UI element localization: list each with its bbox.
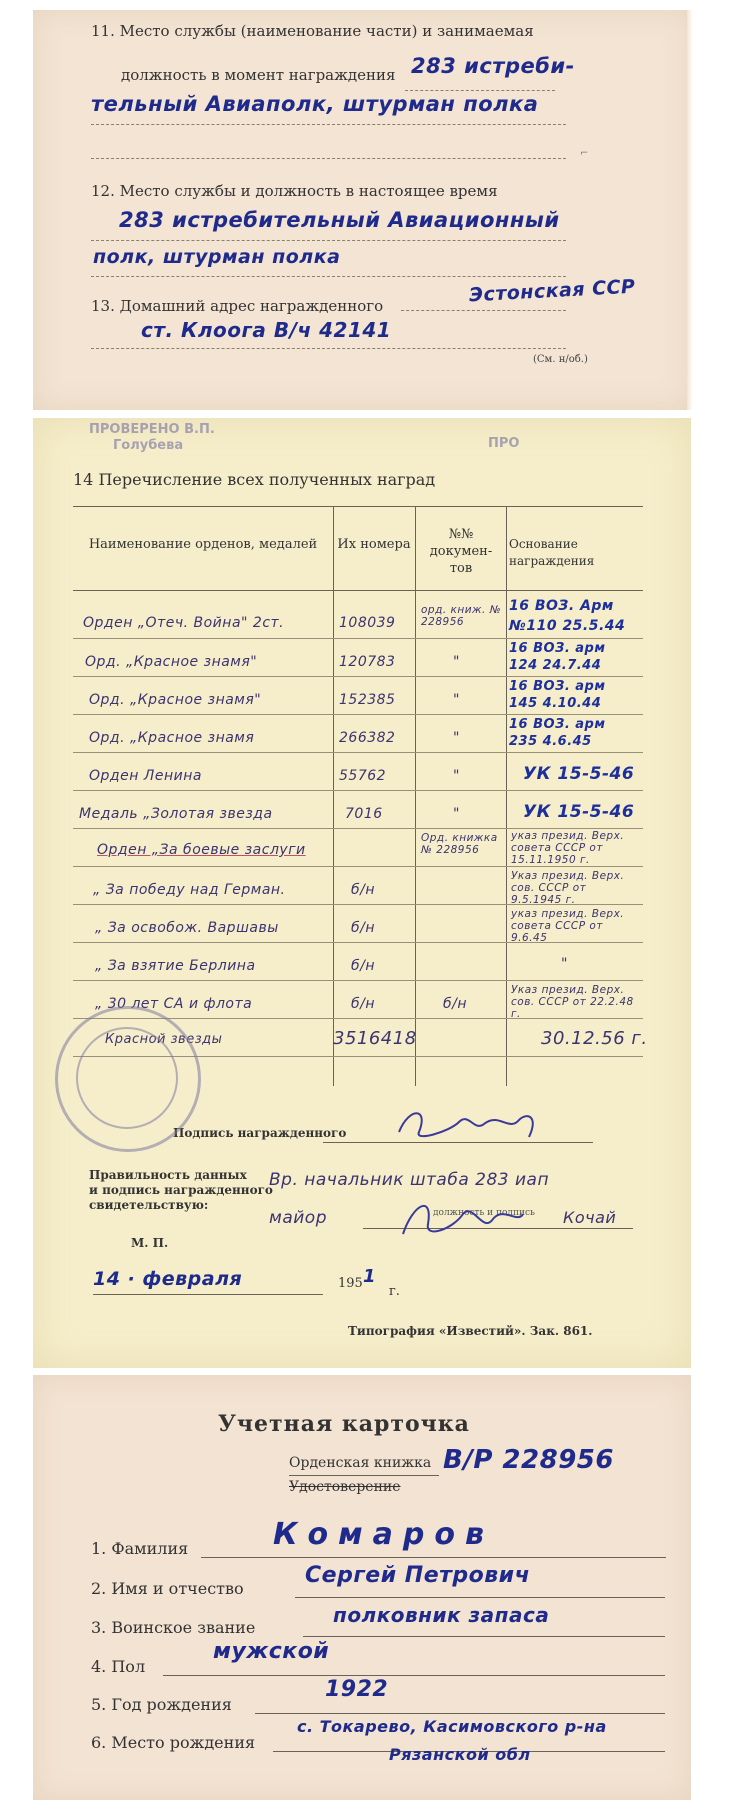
official-seal xyxy=(55,1006,201,1152)
item-13-value-line2: ст. Клоога В/ч 42141 xyxy=(141,318,392,342)
position-caption: должность и подпись xyxy=(433,1208,535,1218)
award-document: " xyxy=(453,730,460,746)
order-book-number: В/Р 228956 xyxy=(443,1445,614,1475)
award-name: Медаль „Золотая звезда xyxy=(79,806,273,822)
item-11-label-line2: должность в момент награждения xyxy=(121,66,396,84)
award-number: 266382 xyxy=(339,730,396,746)
award-name: Орд. „Красное знамя xyxy=(89,730,255,746)
award-number: 152385 xyxy=(339,692,396,708)
signature-label: Подпись награжденного xyxy=(173,1126,347,1140)
verifier-signature xyxy=(393,1194,533,1244)
field-label-name: 2. Имя и отчество xyxy=(91,1579,244,1598)
printer-line: Типография «Известий». Зак. 861. xyxy=(348,1324,593,1338)
award-number: б/н xyxy=(351,958,376,974)
award-document: орд. книж. № 228956 xyxy=(421,604,502,628)
registration-card xyxy=(33,1375,691,1800)
award-name: „ 30 лет СА и флота xyxy=(95,996,253,1012)
verify-label-line1: Правильность данных xyxy=(89,1168,247,1182)
award-basis: 16 ВОЗ. арм 124 24.7.44 xyxy=(509,641,606,673)
award-number: 7016 xyxy=(345,806,383,822)
award-name: „ За победу над Герман. xyxy=(93,882,286,898)
verify-label-line2: и подпись награжденного xyxy=(89,1183,273,1197)
award-name: Орд. „Красное знамя" xyxy=(85,654,258,670)
verifier-name: Кочай xyxy=(563,1208,617,1227)
award-document: " xyxy=(453,806,460,822)
field-value-birthplace-line2: Рязанской обл xyxy=(389,1745,531,1764)
award-number: 108039 xyxy=(339,615,396,631)
award-basis: УК 15-5-46 xyxy=(523,802,635,822)
award-name: Красной звезды xyxy=(105,1032,223,1047)
header-document-number: №№ докумен-тов xyxy=(429,527,493,576)
award-name: „ За освобож. Варшавы xyxy=(95,920,279,936)
header-basis: Основание награждения xyxy=(509,537,595,568)
award-basis: " xyxy=(561,956,568,972)
year-suffix: г. xyxy=(389,1284,400,1299)
award-basis: Указ презид. Верх. сов. СССР от 9.5.1945 г. xyxy=(511,870,625,906)
award-document: " xyxy=(453,692,460,708)
award-number: 120783 xyxy=(339,654,396,670)
field-value-surname: Комаров xyxy=(273,1517,494,1552)
award-document: " xyxy=(453,654,460,670)
verify-label-line3: свидетельствую: xyxy=(89,1198,209,1212)
section-title: 14 Перечисление всех полученных наград xyxy=(73,470,436,489)
item-12-value-line2: полк, штурман полка xyxy=(93,246,341,268)
award-name: „ За взятие Берлина xyxy=(95,958,256,974)
award-basis: Указ презид. Верх. сов. СССР от 22.2.48 г. xyxy=(511,984,634,1020)
stamp-pro: ПРО xyxy=(488,436,520,451)
item-11-value-line2: тельный Авиаполк, штурман полка xyxy=(91,92,539,116)
field-value-birth-year: 1922 xyxy=(325,1677,389,1702)
year-handwritten: 1 xyxy=(363,1266,377,1287)
certificate-label: Удостоверение xyxy=(289,1479,401,1495)
field-label-birth-year: 5. Год рождения xyxy=(91,1695,232,1714)
award-name: Орден „За боевые заслуги xyxy=(97,842,306,858)
award-document: Орд. книжка № 228956 xyxy=(421,832,498,856)
field-value-rank: полковник запаса xyxy=(333,1603,550,1627)
award-basis: УК 15-5-46 xyxy=(523,764,635,784)
award-basis: указ презид. Верх. совета СССР от 9.6.45 xyxy=(511,908,625,944)
award-basis: указ презид. Верх. совета СССР от 15.11.1950 г. xyxy=(511,830,625,866)
award-number: б/н xyxy=(351,920,376,936)
field-label-rank: 3. Воинское звание xyxy=(91,1618,256,1637)
stamp-verified: ПРОВЕРЕНО В.П. xyxy=(89,422,215,437)
sign-date: 14 · февраля xyxy=(93,1268,243,1290)
item-12-value-line1: 283 истребительный Авиационный xyxy=(119,208,560,232)
award-number: б/н xyxy=(351,996,376,1012)
award-name: Орден Ленина xyxy=(89,768,202,784)
field-value-name: Сергей Петрович xyxy=(305,1563,531,1588)
field-value-birthplace: с. Токарево, Касимовского р-на xyxy=(297,1717,607,1736)
award-basis: 16 ВОЗ. арм 145 4.10.44 xyxy=(509,679,606,711)
mp-label: М. П. xyxy=(131,1236,169,1250)
field-label-surname: 1. Фамилия xyxy=(91,1539,189,1558)
award-document: " xyxy=(453,768,460,784)
item-11-label-line1: 11. Место службы (наименование части) и занимаемая xyxy=(91,22,534,40)
field-label-birthplace: 6. Место рождения xyxy=(91,1733,256,1752)
award-name: Орд. „Красное знамя" xyxy=(89,692,262,708)
award-number: б/н xyxy=(351,882,376,898)
verifier-position: Вр. начальник штаба 283 иап xyxy=(269,1170,550,1190)
recipient-signature xyxy=(389,1102,549,1150)
award-document: б/н xyxy=(443,996,468,1012)
order-book-label: Орденская книжка xyxy=(289,1455,432,1471)
awards-list-page xyxy=(33,418,691,1368)
field-value-sex: мужской xyxy=(213,1639,330,1664)
verifier-rank: майор xyxy=(269,1208,327,1228)
item-11-value-line1: 283 истреби- xyxy=(411,54,575,78)
award-name: Орден „Отеч. Война" 2ст. xyxy=(83,615,285,631)
card-title: Учетная карточка xyxy=(218,1411,470,1437)
header-award-name: Наименование орденов, медалей xyxy=(88,537,318,552)
item-12-label: 12. Место службы и должность в настоящее время xyxy=(91,182,498,200)
header-award-number: Их номера xyxy=(337,537,411,552)
see-reverse-note: (См. н/об.) xyxy=(533,354,588,365)
award-number: 3516418 xyxy=(333,1028,417,1049)
item-13-value-line1: Эстонская ССР xyxy=(468,275,636,307)
item-13-label: 13. Домашний адрес награжденного xyxy=(91,297,384,315)
award-basis: 16 ВОЗ. арм 235 4.6.45 xyxy=(509,717,606,749)
year-print: 195 xyxy=(338,1276,363,1291)
verify-label xyxy=(89,1168,273,1213)
award-number: 55762 xyxy=(339,768,387,784)
field-label-sex: 4. Пол xyxy=(91,1657,146,1676)
form-page-top: 11. Место службы (наименование части) и занимаемая должность в момент награждения 283 истреби- тельный Авиаполк, штурман полка ⌐ 12. Место службы и должность в настоящее время 283 истребительный Авиационный полк, штурман полка 13. Домашний адрес награжденного Эстонская ССР ст. Клоога В/ч 42141 (См. н/об.) xyxy=(33,10,691,410)
award-basis: 30.12.56 г. xyxy=(541,1028,648,1049)
award-basis: 16 ВОЗ. Арм №110 25.5.44 xyxy=(509,598,626,634)
stamp-name: Голубева xyxy=(113,438,184,453)
